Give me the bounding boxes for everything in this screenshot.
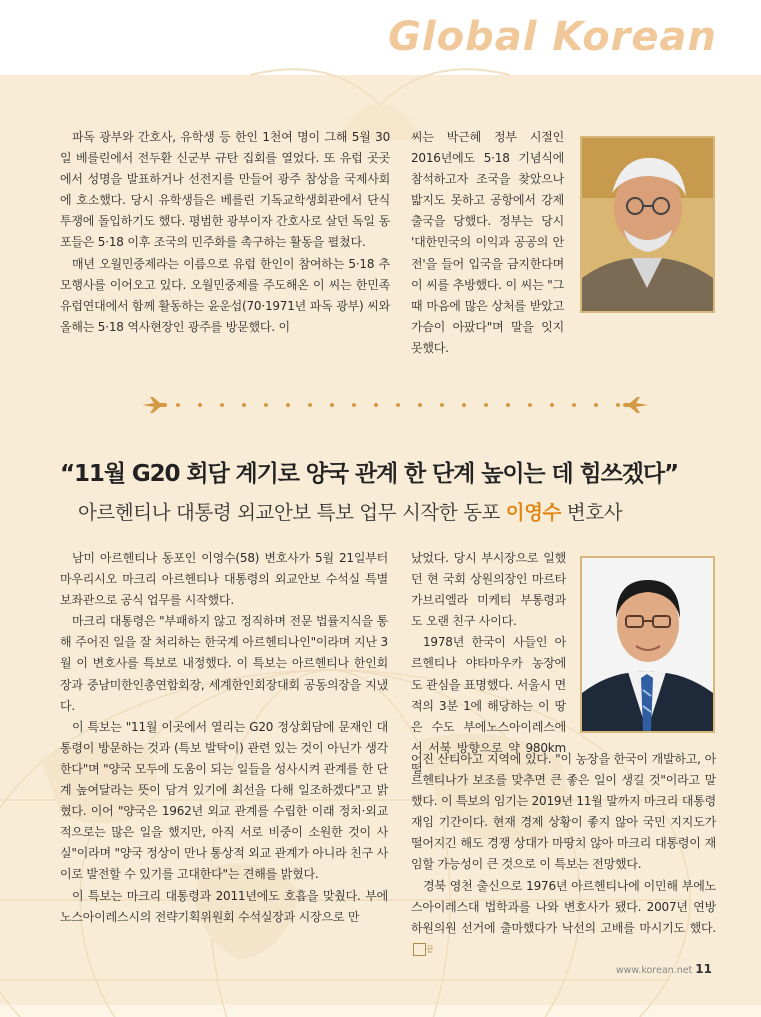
subheading-text: 아르헨티나 대통령 외교안보 특보 업무 시작한 동포 [78,501,506,524]
footer-url: www.korean.net [615,965,693,976]
lawyer-portrait-photo [580,556,715,733]
paragraph: 났었다. 당시 부시장으로 일했던 현 국회 상원의장인 마르타 가브리엘라 미케티 부통령과도 오랜 친구 사이다. [411,551,566,629]
article2-subheading [78,497,718,525]
airplane-icon [623,397,648,413]
end-mark-icon: 끝 [413,943,426,956]
paragraph: 1978년 한국이 사들인 아르헨티나 야타마우카 농장에도 관심을 표명했다. 서울시 면적의 3분 1에 해당하는 이 땅은 수도 부에노스아이레스에서 서북 방향으로 약 980km 떨 [411,635,566,776]
article1-left-column [60,127,390,338]
section-title: Global Korean [388,14,717,60]
paragraph [411,876,716,960]
paragraph-text: 경북 영천 출신으로 1976년 아르헨티나에 이민해 부에노스아이레스대 법학과를 나와 변호사가 됐다. 2007년 연방 하원의원 선거에 출마했다가 낙선의 고배를 마시기도 했다. [411,878,716,935]
dotted-divider [140,395,650,415]
page-footer [616,962,712,976]
article2-right-column-wide [411,749,716,960]
paragraph: 마크리 대통령은 "부패하지 않고 정직하며 전문 법률지식을 통해 주어진 일을 잘 처리하는 한국계 아르헨티나인"이라며 지난 3월 이 변호사를 특보로 내정했다. 이 특보는 아르헨티나 한인회장과 중남미한인총연합회장, 세계한인회장대회 공동의장을 지냈다. [60,614,388,713]
paragraph: 파독 광부와 간호사, 유학생 등 한인 1천여 명이 그해 5월 30일 베를린에서 전두환 신군부 규탄 집회를 열었다. 또 유럽 곳곳에서 성명을 발표하거나 선전지를 만들어 광주 참상을 국제사회에 호소했다. 당시 유학생들은 베를린 기독교학생회관에서 단식투쟁에 돌입하기도 했다. 평범한 광부이자 간호사로 살던 독일 동포들은 5·18 이후 조국의 민주화를 촉구하는 활동을 펼쳤다. [60,130,390,250]
airplane-icon [142,397,167,413]
subheading-name: 이영수 [505,501,562,524]
paragraph: 이 특보는 마크리 대통령과 2011년에도 호흡을 맞췄다. 부에노스아이레스시의 전략기획위원회 수석실장과 시장으로 만 [60,888,388,924]
paragraph: 이 특보는 "11월 이곳에서 열리는 G20 정상회담에 문재인 대통령이 방문하는 것과 (특보 발탁이) 관련 있는 것이 아닌가 생각한다"며 "양국 모두에 도움이 되는 일들을 성사시켜 관계를 한 단계 높여달라는 뜻이 담겨 있기에 최선을 다해 일조하겠다"고 밝혔다. 이어 "양국은 1962년 외교 관계를 수립한 이래 정치·외교적으로는 많은 일을 했지만, 아직 서로 비중이 소원한 것이 사실"이라며 "양국 정상이 만나 통상적 외교 관계가 아니라 친구 사이로 발전할 수 있기를 고대한다"는 견해를 밝혔다. [60,719,388,882]
elder-man-photo [580,136,715,313]
paragraph: 매년 오월민중제라는 이름으로 유럽 한인이 참여하는 5·18 추모행사를 이어오고 있다. 오월민중제를 주도해온 이 씨는 한민족유럽연대에서 함께 활동하는 윤운섭(70·1971년 파독 광부) 씨와 올해는 5·18 역사현장인 광주를 방문했다. 이 [60,256,390,334]
subheading-text: 변호사 [561,501,623,524]
paragraph-text: 어진 산티아고 지역에 있다. "이 농장을 한국이 개발하고, 아르헨티나가 보조를 맞추면 큰 좋은 일이 생길 것"이라고 말했다. 이 특보의 임기는 2019년 11월 말까지 마크리 대통령 재임 기간이다. 현재 경제 상황이 좋지 않아 국민 지지도가 떨어지긴 해도 경쟁 상대가 마땅치 않아 마크리 대통령이 재임할 가능성이 큰 것으로 이 특보는 전망했다. [411,752,716,872]
article2-left-column [60,548,388,928]
article1-right-column [411,127,564,359]
article2-headline: “11월 G20 회담 계기로 양국 관계 한 단계 높이는 데 힘쓰겠다” [60,461,678,487]
paragraph: 남미 아르헨티나 동포인 이영수(58) 변호사가 5월 21일부터 마우리시오 마크리 아르헨티나 대통령의 외교안보 수석실 특별보좌관으로 공식 업무를 시작했다. [60,551,388,608]
paragraph: 씨는 박근혜 정부 시절인 2016년에도 5·18 기념식에 참석하고자 조국을 찾았으나 밟지도 못하고 공항에서 강제 출국을 당했다. 정부는 당시 '대한민국의 이익과 공공의 안전'을 들어 입국을 금지한다며 이 씨를 추방했다. 이 씨는 "그때 마음에 많은 상처를 받았고 가슴이 아팠다"며 말을 잇지 못했다. [411,130,564,355]
page-number: 11 [695,962,712,976]
article2-right-column-narrow [411,548,566,780]
paragraph [411,749,716,876]
